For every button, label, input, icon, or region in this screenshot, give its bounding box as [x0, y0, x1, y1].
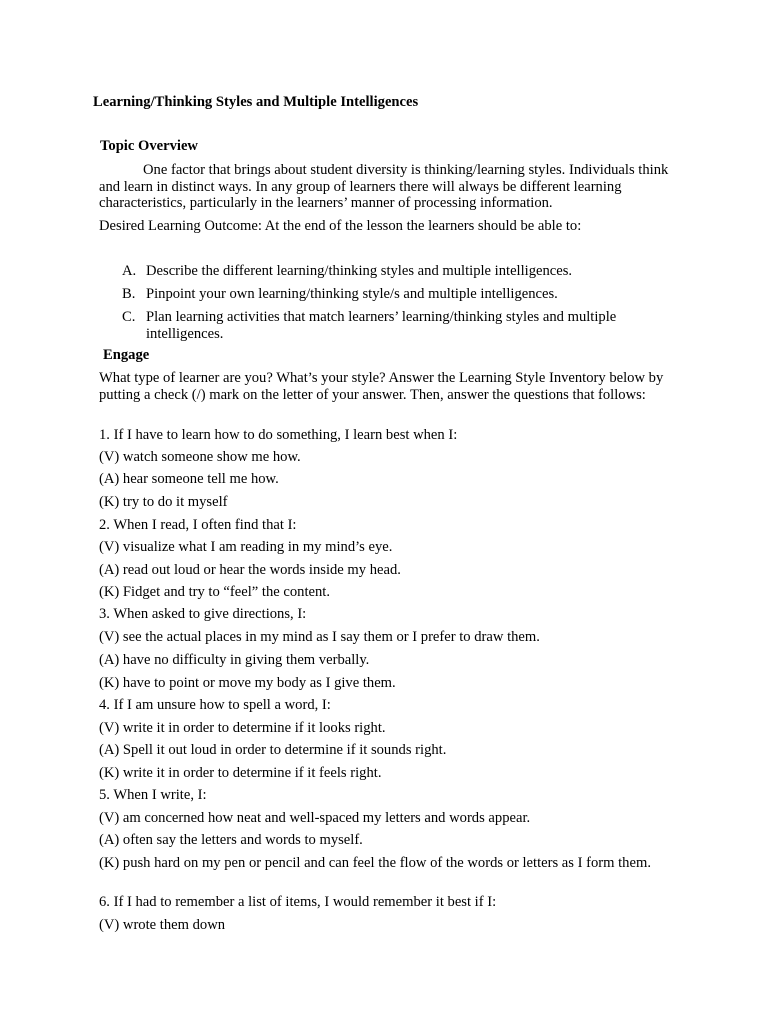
inventory-line: (V) write it in order to determine if it looks right. [99, 720, 386, 736]
engage-intro: What type of learner are you? What’s your style? Answer the Learning Style Inventory below by putting a check (/) mark on the letter of your answer. Then, answer the questions that follows: [99, 370, 664, 403]
inventory-line: (V) see the actual places in my mind as I say them or I prefer to draw them. [99, 629, 540, 645]
outcomes-list [122, 263, 682, 349]
inventory-line: 6. If I had to remember a list of items, I would remember it best if I: [99, 894, 497, 910]
list-item-text: Plan learning activities that match learners’ learning/thinking styles and multiple intelligences. [146, 308, 617, 342]
inventory-line: (K) have to point or move my body as I give them. [99, 675, 396, 691]
inventory-line: (K) write it in order to determine if it feels right. [99, 765, 382, 781]
topic-overview-paragraph [99, 162, 679, 212]
document-title: Learning/Thinking Styles and Multiple Intelligences [93, 94, 419, 110]
inventory-line: (V) watch someone show me how. [99, 449, 301, 465]
desired-outcome: Desired Learning Outcome: At the end of the lesson the learners should be able to: [99, 218, 582, 234]
list-item-text: Pinpoint your own learning/thinking style/s and multiple intelligences. [146, 285, 558, 302]
inventory-line: (V) am concerned how neat and well-spaced my letters and words appear. [99, 810, 531, 826]
inventory-line: 5. When I write, I: [99, 787, 207, 803]
inventory-line: (K) try to do it myself [99, 494, 228, 510]
inventory-line: (A) read out loud or hear the words inside my head. [99, 562, 401, 578]
inventory-line: 3. When asked to give directions, I: [99, 606, 307, 622]
list-item [122, 286, 682, 303]
engage-heading: Engage [103, 347, 150, 363]
list-marker: A. [122, 263, 137, 279]
inventory-line: (V) wrote them down [99, 917, 226, 933]
inventory-line: 2. When I read, I often find that I: [99, 517, 297, 533]
topic-overview-text: One factor that brings about student diversity is thinking/learning styles. Individuals think and learn in distinct ways. In any group of learners there will always be different learning characteristics, particularly in the learners’ manner of processing information. [99, 162, 669, 212]
topic-overview-heading: Topic Overview [100, 138, 198, 154]
list-item-text: Describe the different learning/thinking styles and multiple intelligences. [146, 263, 573, 279]
inventory-line: (A) have no difficulty in giving them verbally. [99, 652, 370, 668]
inventory-line: (K) Fidget and try to “feel” the content. [99, 584, 330, 600]
list-item [122, 263, 682, 280]
inventory-line: (A) Spell it out loud in order to determine if it sounds right. [99, 742, 447, 758]
list-item [122, 309, 682, 342]
inventory-line: (K) push hard on my pen or pencil and can feel the flow of the words or letters as I form them. [99, 855, 651, 871]
inventory-line: (A) hear someone tell me how. [99, 471, 279, 487]
inventory-line: (A) often say the letters and words to myself. [99, 832, 363, 848]
list-marker: B. [122, 285, 136, 302]
list-marker: C. [122, 308, 136, 325]
inventory-line: 1. If I have to learn how to do something, I learn best when I: [99, 427, 458, 443]
inventory-line: 4. If I am unsure how to spell a word, I: [99, 697, 331, 713]
inventory-line: (V) visualize what I am reading in my mind’s eye. [99, 539, 393, 555]
